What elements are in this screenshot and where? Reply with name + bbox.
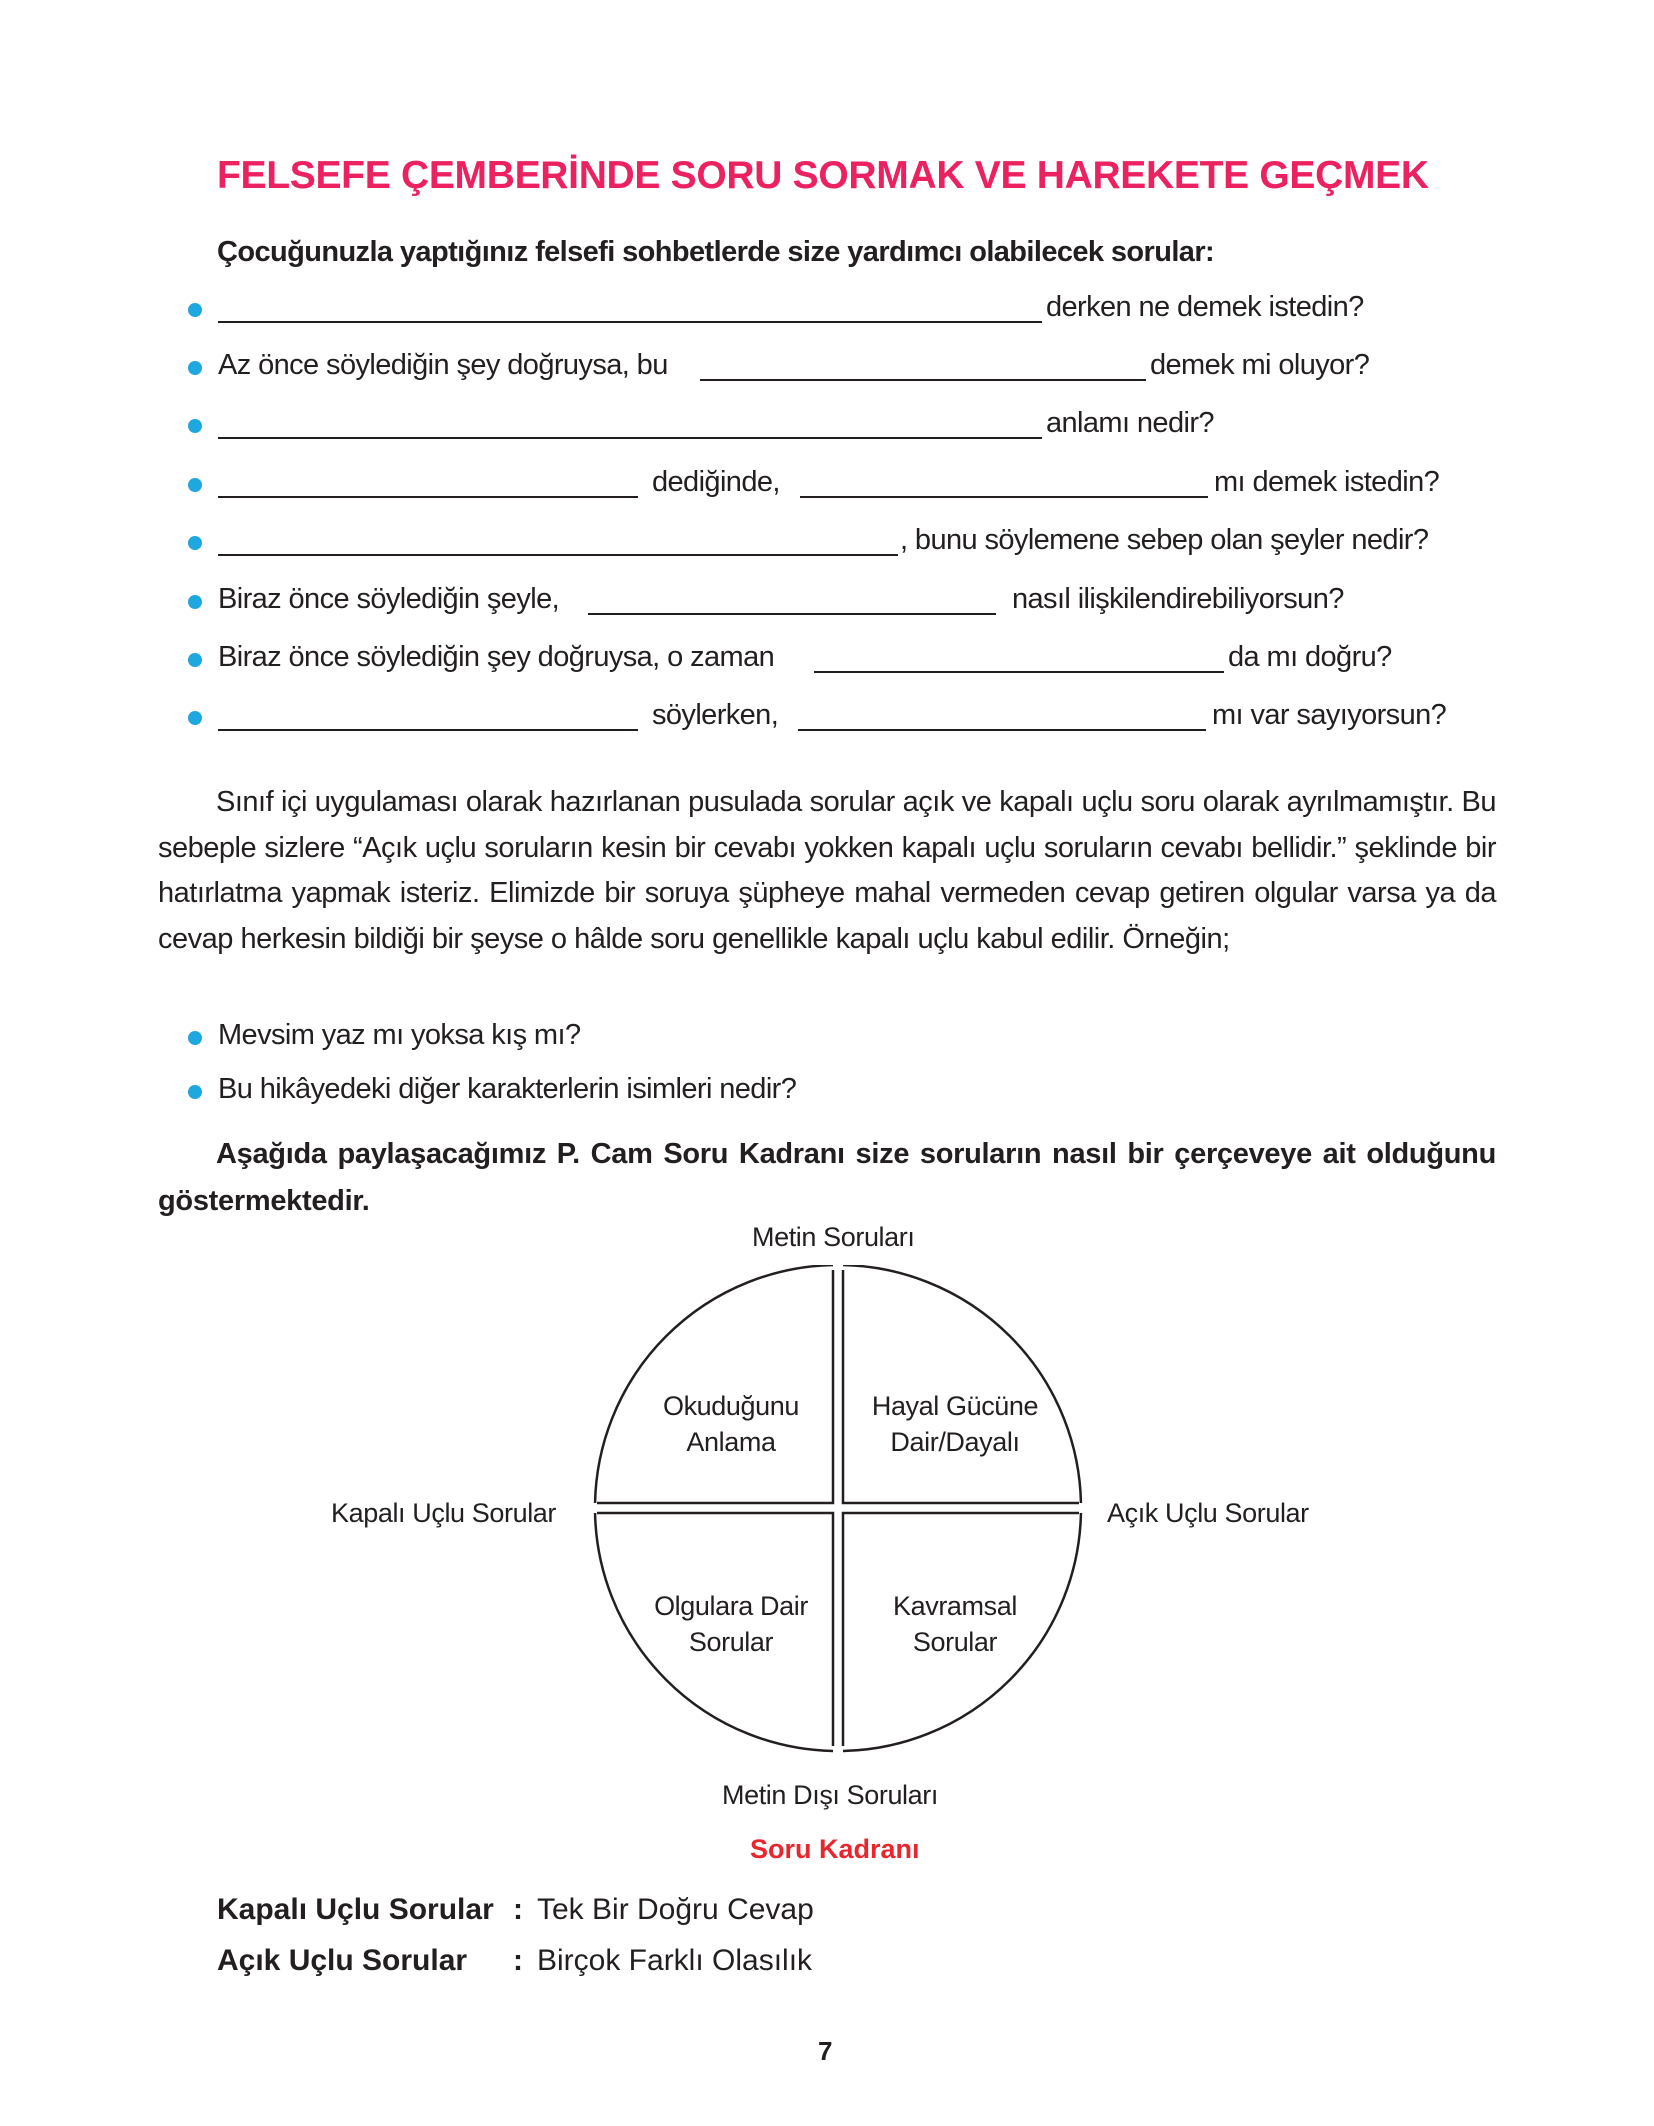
definition-open <box>217 1944 813 1978</box>
paragraph-text: Sınıf içi uygulaması olarak hazırlanan pusulada sorular açık ve kapalı uçlu soru olarak ayrılmamıştır. Bu sebeple sizlere “Açık uçlu soruların kesin bir cevabı yokken kapalı uçlu soruların cevabı bellidir.” şeklinde bir hatırlatma yapmak isteriz. Elimizde bir soruya şüpheye mahal vermeden cevap getiren olgular varsa ya da cevap herkesin bildiği bir şeyse o hâlde soru genellikle kapalı uçlu kabul edilir. Örneğin; <box>158 786 1496 955</box>
axis-label-bottom: Metin Dışı Soruları <box>722 1780 938 1810</box>
question-text: anlamı nedir? <box>1046 407 1214 439</box>
axis-label-left: Kapalı Uçlu Sorular <box>331 1498 557 1528</box>
quadrant-intro-text: Aşağıda paylaşacağımız P. Cam Soru Kadranı size soruların nasıl bir çerçeveye ait olduğunu göstermektedir. <box>158 1138 1496 1217</box>
bullet-icon <box>188 1031 202 1045</box>
axis-label-top: Metin Soruları <box>752 1222 915 1252</box>
quadrant-label-top-left: Okuduğunu Anlama <box>662 1391 799 1457</box>
quadrant-label-bottom-right: Kavramsal Sorular <box>893 1591 1017 1657</box>
questions-intro: Çocuğunuzla yaptığınız felsefi sohbetlerde size yardımcı olabilecek sorular: <box>217 236 1215 268</box>
question-item <box>188 407 1478 447</box>
definition-desc: Birçok Farklı Olasılık <box>537 1944 813 1977</box>
question-text: Biraz önce söylediğin şey doğruysa, o zaman <box>218 641 775 673</box>
bullet-icon <box>188 711 202 725</box>
diagram-caption: Soru Kadranı <box>750 1834 920 1864</box>
question-text: demek mi oluyor? <box>1150 349 1370 381</box>
question-item <box>188 583 1478 623</box>
question-text: nasıl ilişkilendirebiliyorsun? <box>1012 583 1344 615</box>
definition-separator: : <box>513 1893 523 1926</box>
bullet-icon <box>188 303 202 317</box>
blank-line <box>798 699 1206 731</box>
bullet-icon <box>188 1085 202 1099</box>
axis-label-right: Açık Uçlu Sorular <box>1107 1498 1309 1528</box>
quadrant-bottom-right <box>595 1265 1081 1751</box>
blank-line <box>588 583 996 615</box>
blank-line <box>218 466 638 498</box>
example-text: Bu hikâyedeki diğer karakterlerin isimleri nedir? <box>218 1073 797 1105</box>
quadrant-label-bottom-left: Olgulara Dair Sorular <box>654 1591 808 1657</box>
blank-line <box>700 349 1146 381</box>
question-text: , bunu söylemene sebep olan şeyler nedir? <box>900 524 1429 556</box>
bullet-icon <box>188 653 202 667</box>
question-text: söylerken, <box>652 699 779 731</box>
explanation-paragraph <box>158 780 1496 962</box>
definition-desc: Tek Bir Doğru Cevap <box>537 1893 814 1926</box>
bullet-icon <box>188 478 202 492</box>
blank-line <box>814 641 1224 673</box>
bullet-icon <box>188 536 202 550</box>
question-item <box>188 699 1478 739</box>
quadrant-top-left <box>595 1265 1081 1751</box>
question-item <box>188 291 1478 331</box>
blank-line <box>218 524 898 556</box>
quadrant-label-top-right: Hayal Gücüne Dair/Dayalı <box>871 1391 1039 1457</box>
question-item <box>188 349 1478 389</box>
definition-term: Kapalı Uçlu Sorular <box>217 1893 494 1926</box>
question-text: Az önce söylediğin şey doğruysa, bu <box>218 349 668 381</box>
question-text: mı var sayıyorsun? <box>1212 699 1447 731</box>
question-text: mı demek istedin? <box>1214 466 1440 498</box>
question-text: da mı doğru? <box>1228 641 1392 673</box>
quadrant-bottom-left <box>595 1265 1081 1751</box>
question-text: Biraz önce söylediğin şeyle, <box>218 583 560 615</box>
quadrant-intro <box>158 1131 1496 1225</box>
quadrant-top-right <box>595 1265 1081 1751</box>
definition-closed <box>217 1893 814 1927</box>
blank-line <box>218 407 1042 439</box>
example-text: Mevsim yaz mı yoksa kış mı? <box>218 1019 581 1051</box>
blank-line <box>800 466 1208 498</box>
definition-term: Açık Uçlu Sorular <box>217 1944 468 1977</box>
definition-separator: : <box>513 1944 523 1977</box>
bullet-icon <box>188 419 202 433</box>
bullet-icon <box>188 595 202 609</box>
page-number: 7 <box>818 2036 833 2066</box>
question-item <box>188 466 1478 506</box>
bullet-icon <box>188 361 202 375</box>
question-item <box>188 641 1478 681</box>
blank-line <box>218 699 638 731</box>
question-text: dediğinde, <box>652 466 780 498</box>
question-text: derken ne demek istedin? <box>1046 291 1364 323</box>
page-title: FELSEFE ÇEMBERİNDE SORU SORMAK VE HAREKETE GEÇMEK <box>217 154 1429 197</box>
blank-line <box>218 291 1042 323</box>
question-item <box>188 524 1478 564</box>
